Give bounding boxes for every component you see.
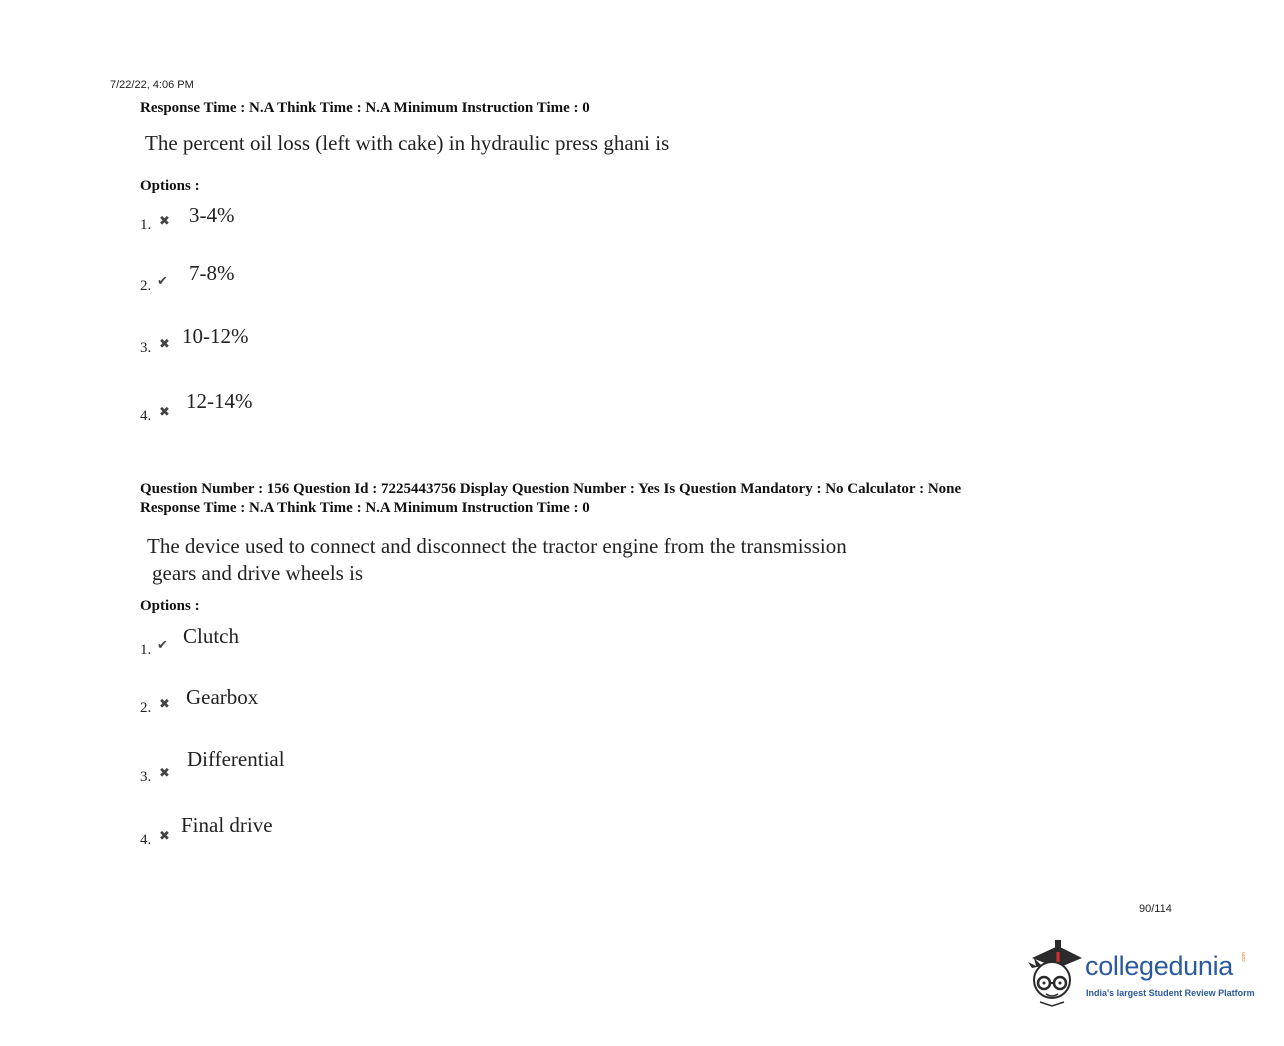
wrong-mark-icon: ✖ [159, 766, 170, 781]
option-text: 12-14% [186, 389, 253, 413]
wrong-mark-icon: ✖ [159, 214, 170, 229]
question-text: The percent oil loss (left with cake) in hydraulic press ghani is [145, 131, 670, 155]
question-text-continued: gears and drive wheels is [152, 561, 364, 585]
correct-check-icon: ✔ [157, 638, 168, 653]
option-number: 2. [140, 700, 152, 716]
logo-tagline: India's largest Student Review Platform [1086, 988, 1255, 998]
option-number: 1. [140, 642, 152, 658]
option-text: 7-8% [189, 261, 235, 285]
option-number: 3. [140, 769, 152, 785]
option-number: 4. [140, 408, 152, 424]
option-text: Differential [187, 747, 285, 771]
question-text: The device used to connect and disconnect the tractor engine from the transmission [147, 534, 847, 558]
question-meta: Response Time : N.A Think Time : N.A Minimum Instruction Time : 0 [140, 100, 590, 116]
question-timing: Response Time : N.A Think Time : N.A Minimum Instruction Time : 0 [140, 500, 590, 516]
option-text: Final drive [181, 813, 273, 837]
print-timestamp: 7/22/22, 4:06 PM [110, 79, 194, 91]
options-label: Options : [140, 598, 200, 614]
page-number: 90/114 [1139, 903, 1172, 915]
logo-domain: .com [1241, 952, 1247, 963]
wrong-mark-icon: ✖ [159, 829, 170, 844]
option-number: 3. [140, 340, 152, 356]
option-number: 2. [140, 278, 152, 294]
option-number: 1. [140, 217, 152, 233]
wrong-mark-icon: ✖ [159, 337, 170, 352]
correct-check-icon: ✔ [157, 274, 168, 289]
question-meta: Question Number : 156 Question Id : 7225443756 Display Question Number : Yes Is Question Mandatory : No Calculator : None [140, 481, 962, 497]
option-text: Gearbox [186, 685, 259, 709]
wrong-mark-icon: ✖ [159, 697, 170, 712]
option-text: 10-12% [182, 324, 249, 348]
option-text: Clutch [183, 624, 239, 648]
wrong-mark-icon: ✖ [159, 405, 170, 420]
logo-wordmark: collegedunia [1085, 951, 1234, 981]
options-label: Options : [140, 178, 200, 194]
option-text: 3-4% [189, 203, 235, 227]
option-number: 4. [140, 832, 152, 848]
mascot-icon [1024, 938, 1086, 1010]
